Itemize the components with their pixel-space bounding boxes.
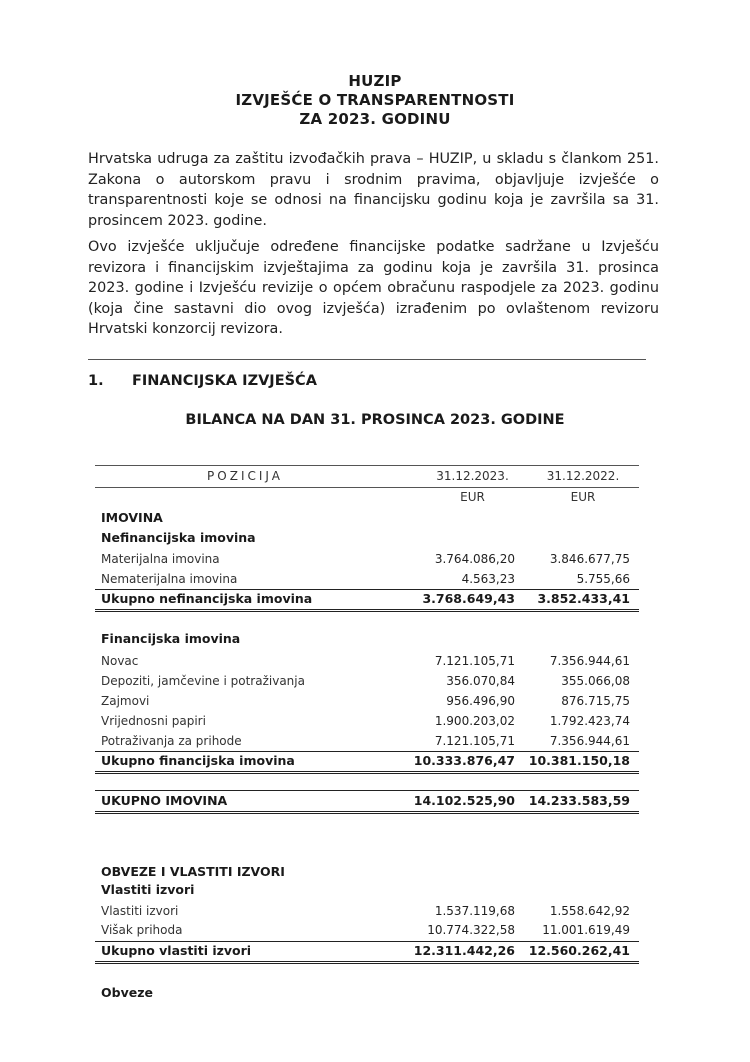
col-header-2023: 31.12.2023. <box>436 469 509 483</box>
intro-paragraph: Hrvatska udruga za zaštitu izvođačkih prava – HUZIP, u skladu s člankom 251. Zakona o autorskom pravu i srodnim pravima, objavljuje izvješće o transparentnosti koje se odnosi na financijsku godinu koja je završila sa 31. prosincem 2023. godine. <box>88 151 659 229</box>
table-row <box>95 508 639 528</box>
row-label: Ukupno financijska imovina <box>101 753 295 768</box>
table-row <box>95 880 639 900</box>
value-2023: 4.563,23 <box>461 572 515 586</box>
value-2022: 5.755,66 <box>576 572 630 586</box>
row-label: Obveze <box>101 985 153 1000</box>
table-top-rule <box>95 465 639 466</box>
value-2023: 10.774.322,58 <box>427 923 515 937</box>
table-header-rule <box>95 487 639 488</box>
row-label: IMOVINA <box>101 510 163 525</box>
table-row <box>95 549 639 569</box>
table-row <box>95 791 639 811</box>
value-2023: 1.900.203,02 <box>434 714 515 728</box>
row-label: Nematerijalna imovina <box>101 572 238 586</box>
table-row <box>95 528 639 548</box>
row-label: Vlastiti izvori <box>101 882 195 897</box>
section-title: FINANCIJSKA IZVJEŠĆA <box>132 373 317 389</box>
row-label: Zajmovi <box>101 694 150 708</box>
value-2023: 956.496,90 <box>446 694 515 708</box>
row-label: Nefinancijska imovina <box>101 530 256 545</box>
scope-paragraph: Ovo izvješće uključuje određene financijske podatke sadržane u Izvješću revizora i financijskim izvještajima za godinu koja je završila 31. prosinca 2023. godine i Izvješću revizije o općem obračunu raspodjele za 2023. godinu (koja čine sastavni dio ovog izvješća) izrađenim po ovlaštenom revizoru Hrvatski konzorcij revizora. <box>88 239 659 337</box>
value-2022: 10.381.150,18 <box>528 753 630 768</box>
grand-total-rule <box>95 811 639 814</box>
total-rule <box>95 609 639 612</box>
col-header-position: POZICIJA <box>207 469 283 483</box>
value-2022: 355.066,08 <box>561 674 630 688</box>
col-header-2022: 31.12.2022. <box>546 469 620 483</box>
section-divider <box>88 359 646 360</box>
value-2023: 12.311.442,26 <box>413 943 515 958</box>
value-2022: 12.560.262,41 <box>528 943 630 958</box>
value-2023: 1.537.119,68 <box>434 904 515 918</box>
value-2022: 7.356.944,61 <box>549 654 630 668</box>
row-label: Materijalna imovina <box>101 552 220 566</box>
table-unit-row <box>95 490 639 510</box>
table-row <box>95 671 639 691</box>
value-2022: 3.846.677,75 <box>549 552 630 566</box>
value-2023: 14.102.525,90 <box>413 793 515 808</box>
total-rule <box>95 771 639 774</box>
value-2022: 1.792.423,74 <box>549 714 630 728</box>
title-line-3: ZA 2023. GODINU <box>299 110 451 128</box>
section-heading <box>88 373 317 389</box>
value-2022: 14.233.583,59 <box>528 793 630 808</box>
title-line-2: IZVJEŠĆE O TRANSPARENTNOSTI <box>235 91 515 109</box>
table-row <box>95 711 639 731</box>
table-row <box>95 751 639 771</box>
row-label: Ukupno vlastiti izvori <box>101 943 252 958</box>
document-title <box>0 72 750 129</box>
row-label: UKUPNO IMOVINA <box>101 793 228 808</box>
value-2022: 7.356.944,61 <box>549 734 630 748</box>
row-label: Vlastiti izvori <box>101 904 179 918</box>
row-label: Financijska imovina <box>101 631 241 646</box>
row-label: Vrijednosni papiri <box>101 714 206 728</box>
table-row <box>95 629 639 649</box>
row-label: Potraživanja za prihode <box>101 734 242 748</box>
table-row <box>95 731 639 751</box>
row-label: Novac <box>101 654 139 668</box>
row-label: Depoziti, jamčevine i potraživanja <box>101 674 305 688</box>
unit-2022: EUR <box>570 490 596 504</box>
unit-2023: EUR <box>460 490 485 504</box>
value-2023: 3.768.649,43 <box>422 591 515 606</box>
value-2022: 876.715,75 <box>561 694 630 708</box>
total-rule <box>95 961 639 964</box>
table-header-row <box>95 469 639 489</box>
row-label: OBVEZE I VLASTITI IZVORI <box>101 864 285 879</box>
table-row <box>95 862 639 882</box>
value-2022: 1.558.642,92 <box>549 904 630 918</box>
table-row <box>95 589 639 609</box>
section-number: 1. <box>88 373 104 389</box>
value-2023: 10.333.876,47 <box>413 753 515 768</box>
value-2023: 7.121.105,71 <box>434 654 515 668</box>
value-2023: 3.764.086,20 <box>434 552 515 566</box>
table-row <box>95 569 639 589</box>
value-2022: 3.852.433,41 <box>537 591 630 606</box>
table-row <box>95 920 639 940</box>
table-row <box>95 691 639 711</box>
table-row <box>95 983 639 1003</box>
table-row <box>95 901 639 921</box>
table-row <box>95 941 639 961</box>
value-2023: 7.121.105,71 <box>434 734 515 748</box>
value-2022: 11.001.619,49 <box>542 923 630 937</box>
value-2023: 356.070,84 <box>446 674 515 688</box>
title-line-1: HUZIP <box>348 72 402 90</box>
table-row <box>95 651 639 671</box>
row-label: Višak prihoda <box>101 923 183 937</box>
row-label: Ukupno nefinancijska imovina <box>101 591 313 606</box>
balance-sheet-title: BILANCA NA DAN 31. PROSINCA 2023. GODINE <box>185 412 565 428</box>
